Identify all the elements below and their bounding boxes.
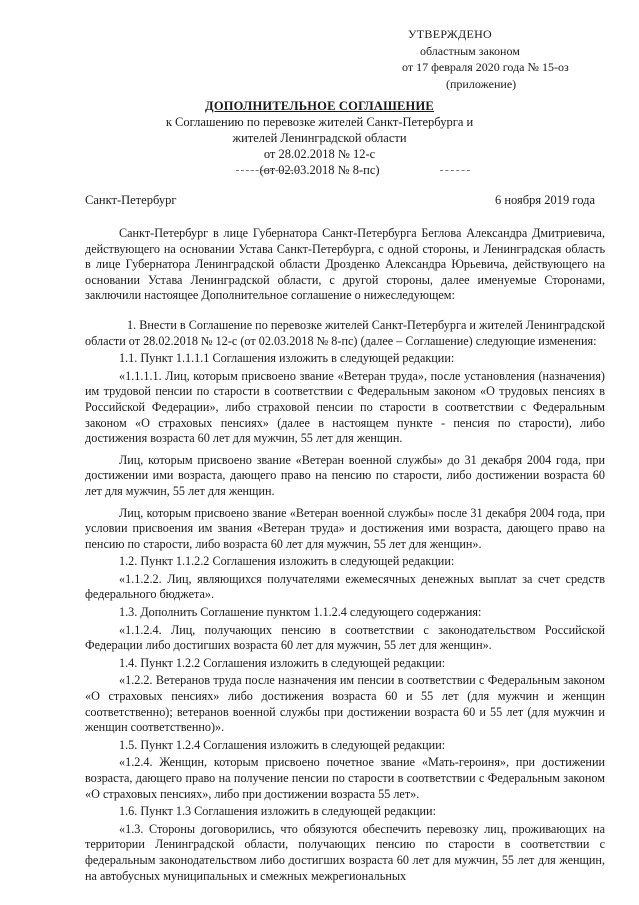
approval-line-3: от 17 февраля 2020 года № 15-оз	[402, 60, 569, 74]
approval-stamp	[402, 26, 622, 92]
clause-1-5-text: «1.2.4. Женщин, которым присвоено почетное звание «Мать-героиня», при достижении возраста, дающего право на получение пенсии по старости в соответствии с Федеральным законом «О страховых пенсиях», либо при достижении возраста 55 лет».	[85, 755, 605, 801]
clause-1-3-text: «1.1.2.4. Лиц, получающих пенсию в соответствии с законодательством Российской Федерации либо достигших возраста 60 лет для мужчин, 55 лет для женщин».	[85, 622, 605, 653]
date: 6 ноября 2019 года	[494, 193, 595, 207]
approval-line-2: областным законом	[420, 43, 520, 58]
reference-number-2: (от 02.03.2018 № 8-пс)	[259, 163, 380, 177]
document-header	[0, 98, 639, 178]
clause-1-6: 1.6. Пункт 1.3 Соглашения изложить в следующей редакции:	[119, 804, 436, 819]
clause-1-4: 1.4. Пункт 1.2.2 Соглашения изложить в следующей редакции:	[119, 655, 446, 670]
dashed-line-left	[236, 170, 298, 171]
reference-number-2-row	[0, 162, 639, 178]
place: Санкт-Петербург	[85, 193, 177, 207]
clause-1: 1. Внести в Соглашение по перевозке жителей Санкт-Петербурга и жителей Ленинградской области от 28.02.2018 № 12-с (от 02.03.2018 № 8-пс) (далее – Соглашение) следующие изменения:	[85, 317, 605, 348]
document-subtitle-2: жителей Ленинградской области	[232, 131, 407, 145]
place-date-row	[85, 193, 595, 208]
document-title: ДОПОЛНИТЕЛЬНОЕ СОГЛАШЕНИЕ	[205, 99, 434, 113]
dashed-line-right	[440, 170, 470, 171]
clause-1-3: 1.3. Дополнить Соглашение пунктом 1.1.2.4 следующего содержания:	[119, 605, 482, 620]
approval-line-1: УТВЕРЖДЕНО	[408, 27, 493, 41]
approval-line-4: (приложение)	[446, 76, 517, 91]
clause-1-2: 1.2. Пункт 1.1.2.2 Соглашения изложить в следующей редакции:	[119, 554, 455, 569]
document-subtitle-1: к Соглашению по перевозке жителей Санкт-Петербурга и	[165, 115, 474, 129]
preamble-paragraph: Санкт-Петербург в лице Губернатора Санкт-Петербурга Беглова Александра Дмитриевича, действующего на основании Устава Санкт-Петербурга, с одной стороны, и Ленинградская область в лице Губернатора Ленинградской области Дрозденко Александра Юрьевича, действующего на основании Устава Ленинградской области, с другой стороны, далее именуемые Сторонами, заключили настоящее Дополнительное соглашение о нижеследующем:	[85, 226, 605, 303]
clause-1-1: 1.1. Пункт 1.1.1.1 Соглашения изложить в следующей редакции:	[119, 351, 455, 366]
clause-1-1-text-3: Лиц, которым присвоено звание «Ветеран военной службы» после 31 декабря 2004 года, при условии присвоения им звания «Ветеран труда» и достижения ими возраста, дающего право на пенсию по старости, либо возраста 60 лет для мужчин, 55 лет для женщин».	[85, 505, 605, 551]
clause-1-5: 1.5. Пункт 1.2.4 Соглашения изложить в следующей редакции:	[119, 737, 446, 752]
clause-1-1-text: «1.1.1.1. Лиц, которым присвоено звание «Ветеран труда», после установления (назначения) им трудовой пенсии по старости в соответствии с Федеральным законом «О трудовых пенсиях в Российской Федерации», либо страховой пенсии по старости в соответствии с Федеральным законом «О страховых пенсиях» (далее в настоящем пункте - пенсия по старости), либо достижения возраста 60 лет для мужчин, 55 лет для женщин.	[85, 368, 605, 446]
clause-1-1-text-2: Лиц, которым присвоено звание «Ветеран военной службы» до 31 декабря 2004 года, при достижении ими возраста, дающего право на пенсию по старости, либо достижении возраста 60 лет для мужчин, 55 лет для женщин.	[85, 452, 605, 498]
clause-1-2-text: «1.1.2.2. Лиц, являющихся получателями ежемесячных денежных выплат за счет средств федерального бюджета».	[85, 571, 605, 602]
clause-1-6-text: «1.3. Стороны договорились, что обязуются обеспечить перевозку лиц, проживающих на территории Ленинградской области, получающих пенсию по старости в соответствии с федеральным законодательством либо достигших возраста 60 лет для мужчин, 55 лет для женщин, на автобусных муниципальных и смежных межрегиональных	[85, 821, 605, 883]
clause-1-4-text: «1.2.2. Ветеранов труда после назначения им пенсии в соответствии с Федеральным законом «О страховых пенсиях» либо достижения возраста 60 и 55 лет (для мужчин и женщин соответственно); ветеранов военной службы при достижении возраста 60 и 55 лет (для мужчин и женщин соответственно)».	[85, 673, 605, 735]
reference-number-1: от 28.02.2018 № 12-с	[263, 147, 376, 161]
document-body	[85, 226, 605, 886]
